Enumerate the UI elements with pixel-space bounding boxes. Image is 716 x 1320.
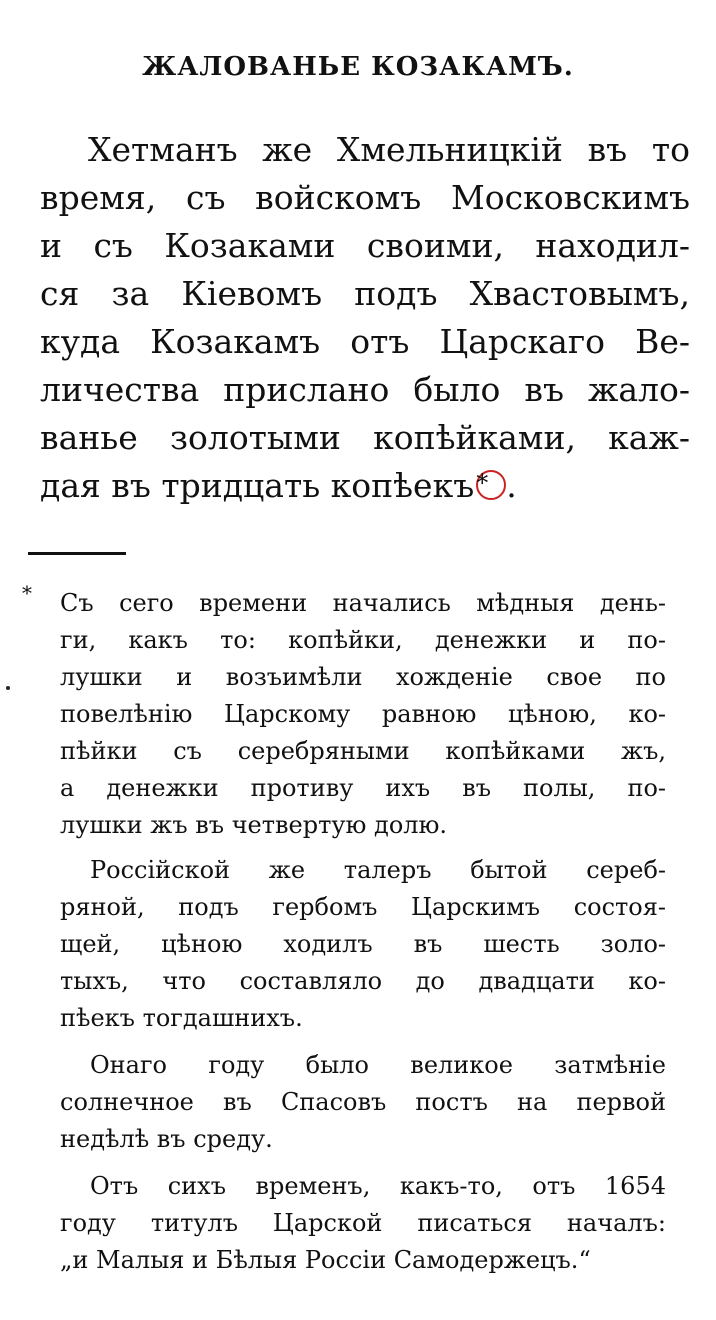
main-line: Хетманъ же Хмельницкій въ то	[88, 130, 690, 169]
main-line: личества прислано было въ жало-	[40, 370, 690, 409]
main-line-last	[40, 466, 690, 506]
main-line: ванье золотыми копѣйками, каж-	[40, 418, 690, 457]
asterisk-icon: *	[476, 469, 489, 497]
footnote-line: повелѣнію Царскому равною цѣною, ко-	[60, 700, 666, 728]
section-heading: ЖАЛОВАНЬЕ КОЗАКАМЪ.	[142, 52, 574, 82]
footnote-line: ги, какъ то: копѣйки, денежки и по-	[60, 626, 666, 654]
footnote-line: лушки и возъимѣли хожденіе свое по	[60, 663, 666, 691]
sentence-end-period: .	[506, 466, 517, 505]
footnote-line: Россійской же талеръ бытой сереб-	[90, 856, 666, 884]
main-line: куда Козакамъ отъ Царскаго Ве-	[40, 322, 690, 361]
footnote-line: солнечное въ Спасовъ постъ на первой	[60, 1088, 666, 1116]
ink-speck	[6, 686, 10, 690]
footnote-line: лушки жъ въ четвертую долю.	[60, 811, 448, 839]
footnote-line: недѣлѣ въ среду.	[60, 1125, 273, 1153]
footnote-line: щей, цѣною ходилъ въ шесть золо-	[60, 930, 666, 958]
footnote-line: Онаго году было великое затмѣніе	[90, 1051, 666, 1079]
main-line: ся за Кіевомъ подъ Хвастовымъ,	[40, 274, 690, 313]
footnote-line: Съ сего времени начались мѣдныя день-	[60, 589, 666, 617]
main-line: и съ Козаками своими, находил-	[40, 226, 690, 265]
main-line: время, съ войскомъ Московскимъ	[40, 178, 690, 217]
footnote-line: тыхъ, что составляло до двадцати ко-	[60, 967, 666, 995]
footnote-line: пѣйки съ серебряными копѣйками жъ,	[60, 737, 666, 765]
footnote-divider	[28, 552, 126, 555]
footnote-line: а денежки противу ихъ въ полы, по-	[60, 774, 666, 802]
footnote-line: году титулъ Царской писаться началъ:	[60, 1209, 666, 1237]
main-line-text: дая въ тридцать копѣекъ	[40, 466, 475, 505]
footnote-line: ряной, подъ гербомъ Царскимъ состоя-	[60, 893, 666, 921]
footnote-line: „и Малыя и Бѣлыя Россіи Самодержецъ.“	[60, 1246, 591, 1274]
footnote-line: Отъ сихъ временъ, какъ-то, отъ 1654	[90, 1172, 666, 1200]
footnote-line: пѣекъ тогдашнихъ.	[60, 1004, 303, 1032]
footnote-asterisk: *	[22, 581, 32, 605]
footnote-reference-marker[interactable]	[476, 470, 506, 500]
